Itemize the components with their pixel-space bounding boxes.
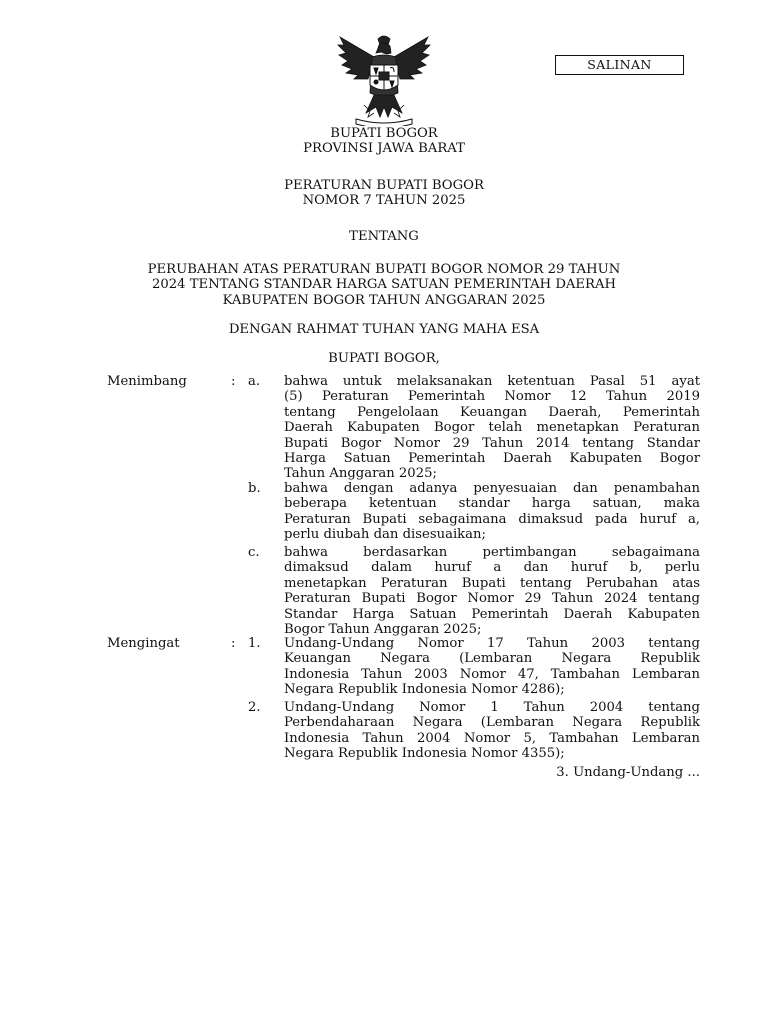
text-line: (5) Peraturan Pemerintah Nomor 12 Tahun 2019 (284, 389, 700, 405)
text-line: Undang-Undang Nomor 17 Tahun 2003 tentang (284, 636, 700, 651)
text-line: Indonesia Tahun 2003 Nomor 47, Tambahan Lembaran (284, 666, 700, 682)
page-catchword: 3. Undang-Undang ... (556, 765, 700, 780)
text-line: Bupati Bogor Nomor 29 Tahun 2014 tentang Standar (284, 435, 700, 451)
text-line: bahwa dengan adanya penyesuaian dan penambahan (284, 481, 700, 496)
text-line: Peraturan Bupati Bogor Nomor 29 Tahun 2024 tentang (284, 591, 700, 607)
text-line: beberapa ketentuan standar harga satuan, maka (284, 496, 700, 512)
menimbang-colon: : (231, 374, 236, 389)
consideration-a (284, 374, 700, 482)
mengingat-label: Mengingat (107, 636, 180, 651)
text-line: Standar Harga Satuan Pemerintah Daerah Kabupaten (284, 606, 700, 622)
issuer-province: PROVINSI JAWA BARAT (303, 141, 465, 157)
text-line: dimaksud dalam huruf a dan huruf b, perlu (284, 560, 700, 576)
regulation-number: NOMOR 7 TAHUN 2025 (302, 193, 466, 209)
subject-line: PERUBAHAN ATAS PERATURAN BUPATI BOGOR NOMOR 29 TAHUN (147, 262, 621, 277)
item-marker: a. (248, 374, 261, 389)
subject-line: 2024 TENTANG STANDAR HARGA SATUAN PEMERINTAH DAERAH (151, 277, 617, 293)
consideration-b (284, 481, 700, 543)
text-line: menetapkan Peraturan Bupati tentang Perubahan atas (284, 575, 700, 591)
text-line: tentang Pengelolaan Keuangan Daerah, Pemerintah (284, 404, 700, 420)
consideration-c (284, 545, 700, 637)
legal-basis-1 (284, 636, 700, 698)
text-line: Peraturan Bupati sebagaimana dimaksud pada huruf a, (284, 511, 700, 527)
item-marker: 2. (248, 700, 261, 715)
text-line: Daerah Kabupaten Bogor telah menetapkan Peraturan (284, 420, 700, 436)
regulation-heading (0, 178, 768, 209)
text-line: Bogor Tahun Anggaran 2025; (284, 622, 482, 638)
text-line: perlu diubah dan disesuaikan; (284, 527, 486, 543)
mengingat-colon: : (231, 636, 236, 651)
official-heading (0, 351, 768, 366)
text-line: Negara Republik Indonesia Nomor 4355); (284, 746, 565, 762)
salinan-stamp: SALINAN (555, 55, 684, 75)
text-line: Perbendaharaan Negara (Lembaran Negara Republik (284, 715, 700, 731)
garuda-emblem-icon (334, 33, 434, 126)
menimbang-label: Menimbang (107, 374, 187, 389)
about-label: TENTANG (349, 229, 419, 244)
text-line: bahwa berdasarkan pertimbangan sebagaimana (284, 545, 700, 560)
text-line: Negara Republik Indonesia Nomor 4286); (284, 682, 565, 698)
official-title: BUPATI BOGOR, (328, 351, 440, 366)
text-line: Tahun Anggaran 2025; (284, 466, 437, 482)
text-line: Keuangan Negara (Lembaran Negara Republik (284, 651, 700, 667)
text-line: bahwa untuk melaksanakan ketentuan Pasal 51 ayat (284, 374, 700, 389)
about-heading (0, 229, 768, 244)
item-marker: b. (248, 481, 261, 496)
text-line: Harga Satuan Pemerintah Daerah Kabupaten Bogor (284, 451, 700, 467)
text-line: Undang-Undang Nomor 1 Tahun 2004 tentang (284, 700, 700, 715)
regulation-title: PERATURAN BUPATI BOGOR (284, 178, 484, 193)
invocation-text: DENGAN RAHMAT TUHAN YANG MAHA ESA (228, 322, 540, 337)
regulation-subject (0, 262, 768, 308)
item-marker: c. (248, 545, 260, 560)
invocation (0, 322, 768, 337)
subject-line: KABUPATEN BOGOR TAHUN ANGGARAN 2025 (222, 292, 546, 308)
issuer-heading (0, 126, 768, 157)
item-marker: 1. (248, 636, 261, 651)
text-line: Indonesia Tahun 2004 Nomor 5, Tambahan Lembaran (284, 730, 700, 746)
issuer-office: BUPATI BOGOR (330, 126, 438, 141)
legal-basis-2 (284, 700, 700, 762)
